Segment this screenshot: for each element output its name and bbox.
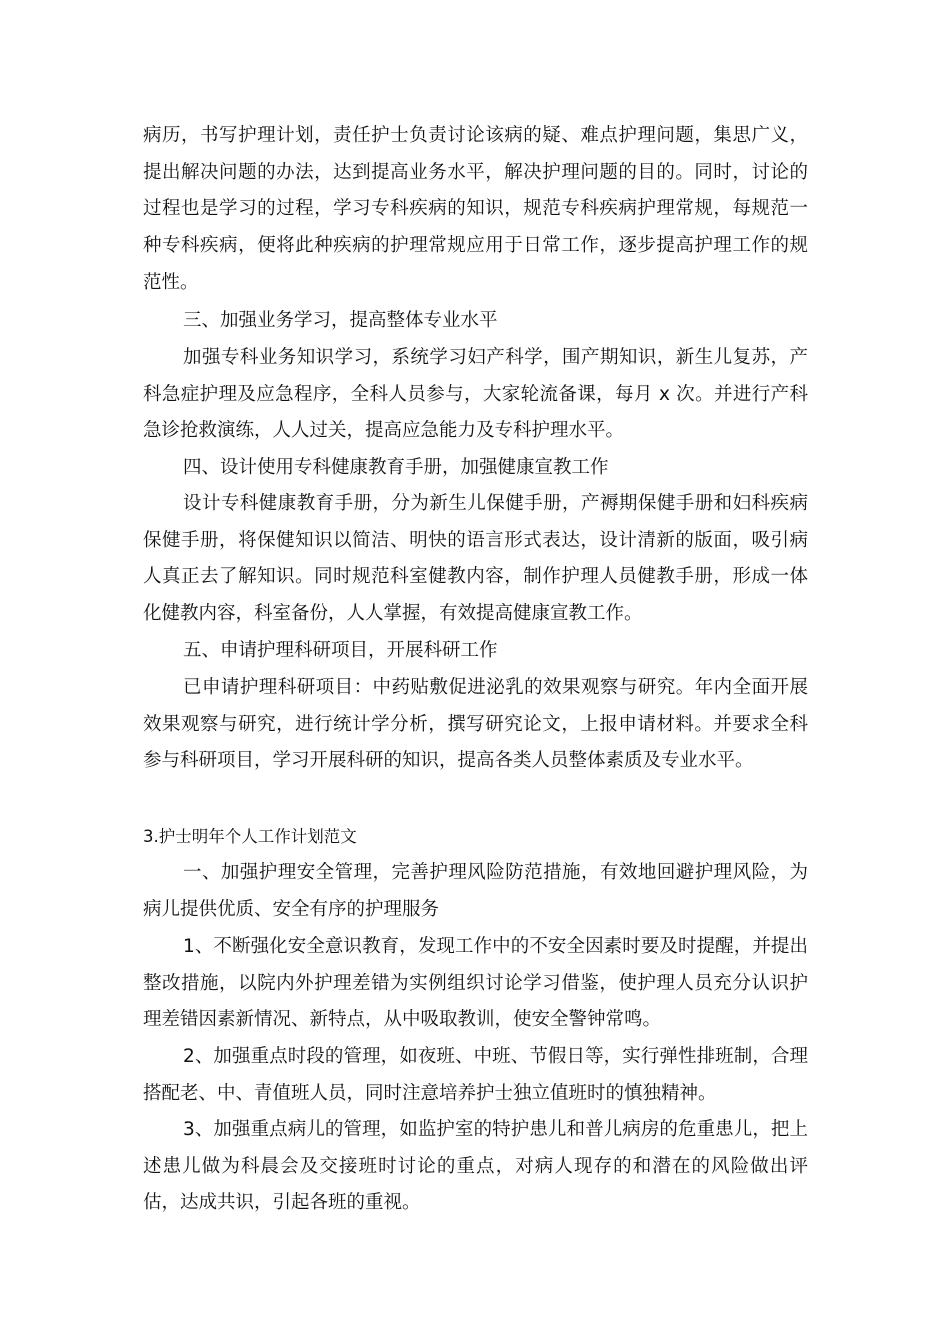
- paragraph-item-3: 3、加强重点病儿的管理，如监护室的特护患儿和普儿病房的危重患儿，把上述患儿做为科晨会及交接班时讨论的重点，对病人现存的和潜在的风险做出评估，达成共识，引起各班的重视。: [143, 1119, 808, 1214]
- paragraph-item-1: 1、不断强化安全意识教育，发现工作中的不安全因素时要及时提醒，并提出整改措施，以院内外护理差错为实例组织讨论学习借鉴，使护理人员充分认识护理差错因素新情况、新特点，从中吸取教训，使安全警钟常鸣。: [143, 936, 808, 1031]
- heading-section-four: 四、设计使用专科健康教育手册，加强健康宣教工作: [183, 457, 609, 478]
- paragraph-business-study: 加强专科业务知识学习，系统学习妇产科学，围产期知识，新生儿复苏，产科急症护理及应急程序，全科人员参与，大家轮流备课，每月 x 次。并进行产科急诊抢救演练，人人过关，提高应急能力及专科护理水平。: [143, 347, 808, 442]
- document-title: 3.护士明年个人工作计划范文: [143, 827, 357, 846]
- paragraph-case-discussion: 病历，书写护理计划，责任护士负责讨论该病的疑、难点护理问题，集思广义，提出解决问题的办法，达到提高业务水平，解决护理问题的目的。同时，讨论的过程也是学习的过程，学习专科疾病的知识，规范专科疾病护理常规，每规范一种专科疾病，便将此种疾病的护理常规应用于日常工作，逐步提高护理工作的规范性。: [143, 125, 808, 293]
- paragraph-safety-management: 一、加强护理安全管理，完善护理风险防范措施，有效地回避护理风险，为病儿提供优质、安全有序的护理服务: [143, 862, 808, 920]
- paragraph-item-2: 2、加强重点时段的管理，如夜班、中班、节假日等，实行弹性排班制，合理搭配老、中、青值班人员，同时注意培养护士独立值班时的慎独精神。: [143, 1046, 808, 1104]
- heading-section-five: 五、申请护理科研项目，开展科研工作: [183, 640, 498, 661]
- paragraph-research: 已申请护理科研项目：中药贴敷促进泌乳的效果观察与研究。年内全面开展效果观察与研究，进行统计学分析，撰写研究论文，上报申请材料。并要求全科参与科研项目，学习开展科研的知识，提高各类人员整体素质及专业水平。: [143, 677, 808, 772]
- heading-section-three: 三、加强业务学习，提高整体专业水平: [183, 310, 498, 331]
- paragraph-health-education: 设计专科健康教育手册，分为新生儿保健手册，产褥期保健手册和妇科疾病保健手册，将保健知识以简洁、明快的语言形式表达，设计清新的版面，吸引病人真正去了解知识。同时规范科室健教内容，制作护理人员健教手册，形成一体化健教内容，科室备份，人人掌握，有效提高健康宣教工作。: [143, 493, 808, 625]
